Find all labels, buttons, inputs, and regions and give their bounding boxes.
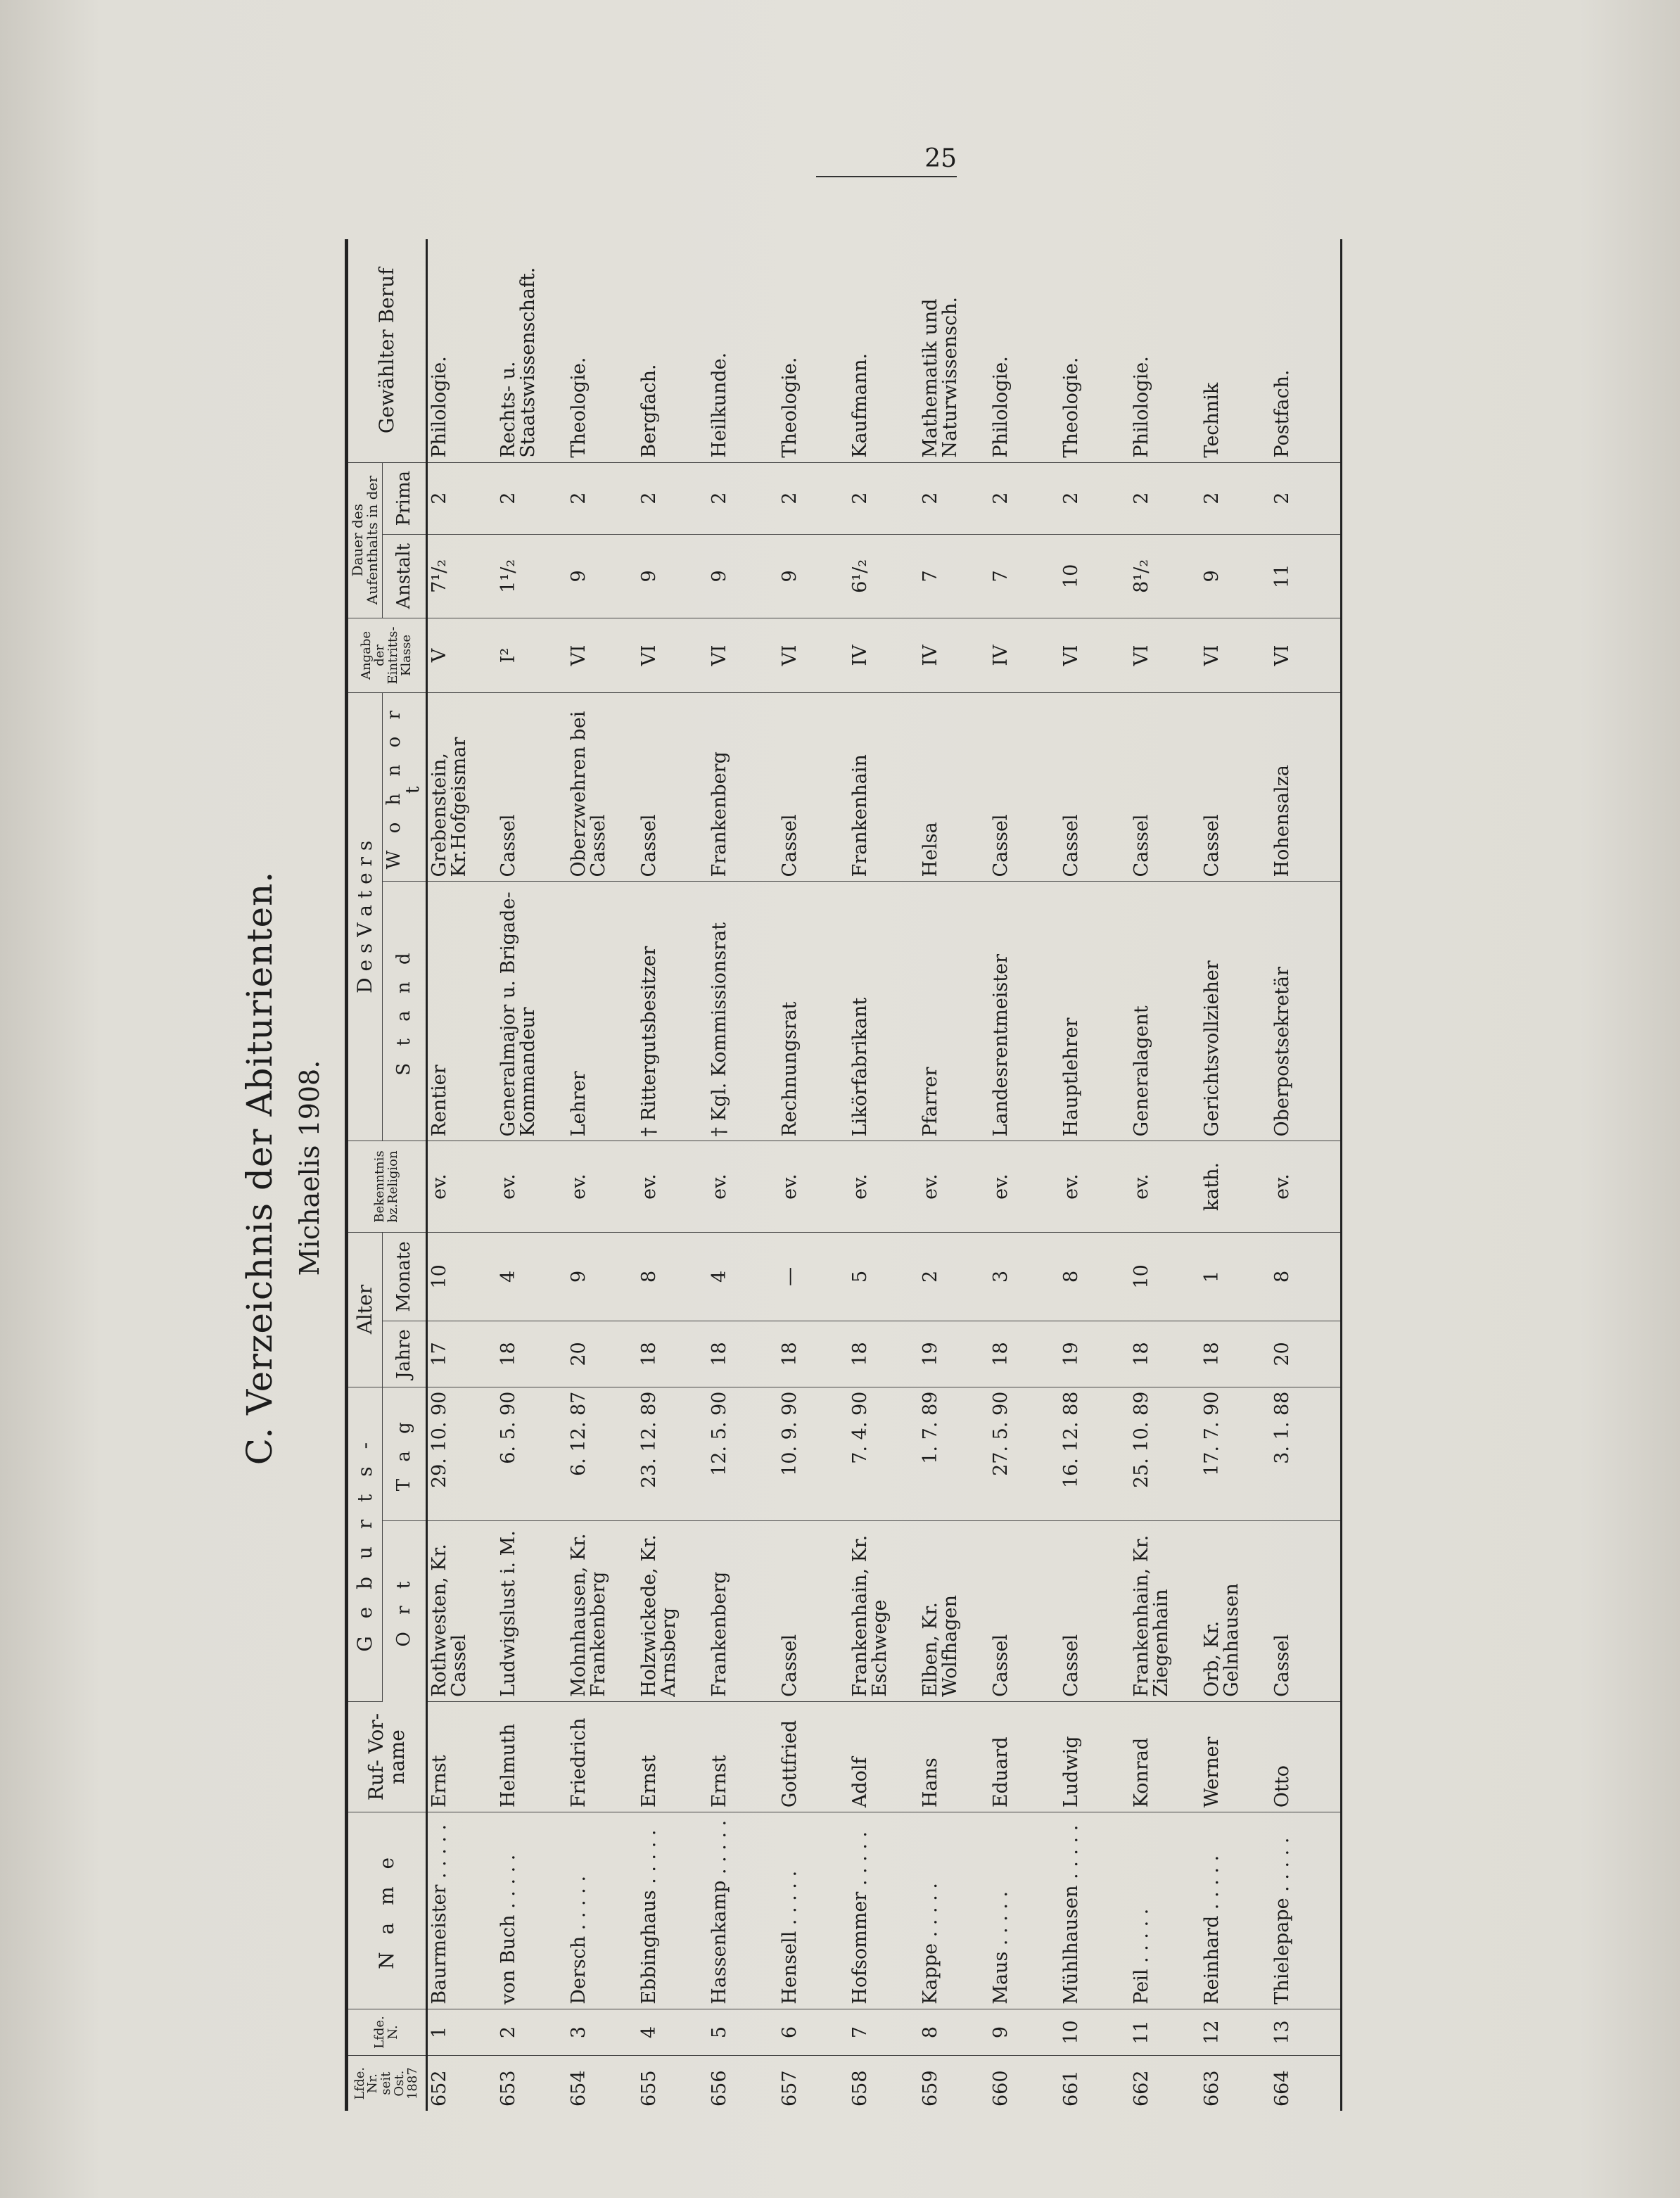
header-tag: T a g bbox=[383, 1387, 427, 1520]
cell-prima: 2 bbox=[848, 462, 919, 534]
cell-name: Maus . . . bbox=[989, 1812, 1059, 2009]
cell-ort: Holzwickede, Kr. Arnsberg bbox=[637, 1520, 708, 1701]
cell-monate: 10 bbox=[426, 1232, 497, 1321]
cell-name: Reinhard . . . bbox=[1200, 1812, 1271, 2009]
cell-jahre: 19 bbox=[1059, 1321, 1130, 1387]
cell-prima: 2 bbox=[426, 462, 497, 534]
cell-n: 8 bbox=[919, 2009, 989, 2056]
cell-lfd: 664 bbox=[1271, 2056, 1341, 2111]
header-bekenntnis: Bekenntnis bz.Religion bbox=[347, 1141, 427, 1232]
cell-wohnort: Grebenstein, Kr.Hofgeismar bbox=[426, 693, 497, 882]
cell-klasse: IV bbox=[989, 618, 1059, 692]
cell-jahre: 18 bbox=[778, 1321, 848, 1387]
cell-prima: 2 bbox=[1059, 462, 1130, 534]
cell-n: 2 bbox=[497, 2009, 567, 2056]
cell-tag: 6. 12. 87 bbox=[567, 1387, 637, 1520]
cell-tag: 17. 7. 90 bbox=[1200, 1387, 1271, 1520]
header-geburt: G e b u r t s - bbox=[347, 1387, 383, 1701]
cell-name: von Buch . . . bbox=[497, 1812, 567, 2009]
header-prima: Prima bbox=[383, 462, 427, 534]
cell-anstalt: 7 bbox=[919, 534, 989, 618]
cell-tag: 1. 7. 89 bbox=[919, 1387, 989, 1520]
cell-n: 10 bbox=[1059, 2009, 1130, 2056]
cell-wohnort: Oberzwehren bei Cassel bbox=[567, 693, 637, 882]
cell-rufname: Friedrich bbox=[567, 1701, 637, 1812]
table-row bbox=[919, 239, 989, 2111]
cell-rufname: Konrad bbox=[1130, 1701, 1200, 1812]
rotated-content bbox=[239, 225, 1449, 2111]
cell-beruf: Kaufmann. bbox=[848, 239, 919, 462]
cell-klasse: VI bbox=[567, 618, 637, 692]
cell-bekenntnis: ev. bbox=[1130, 1141, 1200, 1232]
cell-prima: 2 bbox=[778, 462, 848, 534]
cell-jahre: 18 bbox=[708, 1321, 778, 1387]
cell-klasse: VI bbox=[1271, 618, 1341, 692]
cell-n: 6 bbox=[778, 2009, 848, 2056]
cell-anstalt: 7 bbox=[989, 534, 1059, 618]
cell-wohnort: Cassel bbox=[1130, 693, 1200, 882]
cell-lfd: 652 bbox=[428, 2070, 450, 2107]
cell-stand: † Kgl. Kommissionsrat bbox=[708, 882, 778, 1141]
cell-prima: 2 bbox=[919, 462, 989, 534]
cell-ort: Cassel bbox=[1271, 1520, 1341, 1701]
cell-rufname: Eduard bbox=[989, 1701, 1059, 1812]
cell-lfd: 656 bbox=[708, 2070, 731, 2107]
cell-bekenntnis: kath. bbox=[1200, 1141, 1271, 1232]
cell-name: Baurmeister . . . bbox=[426, 1812, 497, 2009]
cell-prima: 2 bbox=[1130, 462, 1200, 534]
cell-jahre: 18 bbox=[989, 1321, 1059, 1387]
cell-klasse: IV bbox=[919, 618, 989, 692]
cell-ort: Frankenhain, Kr. Ziegenhain bbox=[1130, 1520, 1200, 1701]
cell-anstalt: 11 bbox=[1271, 534, 1341, 618]
cell-jahre: 18 bbox=[497, 1321, 567, 1387]
cell-lfd: 653 bbox=[497, 2070, 520, 2107]
header-monate: Monate bbox=[383, 1232, 427, 1321]
header-rufname: Ruf- Vor- name bbox=[347, 1701, 427, 1812]
cell-anstalt: 8¹/₂ bbox=[1130, 534, 1200, 618]
table-header bbox=[347, 239, 427, 2111]
table-row bbox=[1130, 239, 1200, 2111]
cell-klasse: VI bbox=[1200, 618, 1271, 692]
header-lfd-seit: Lfde. Nr. seit Ost. 1887 bbox=[347, 2056, 427, 2111]
cell-jahre: 18 bbox=[637, 1321, 708, 1387]
cell-stand: Lehrer bbox=[567, 882, 637, 1141]
cell-bekenntnis: ev. bbox=[848, 1141, 919, 1232]
cell-lfd: 657 bbox=[779, 2070, 801, 2107]
cell-beruf: Theologie. bbox=[567, 239, 637, 462]
cell-klasse: V bbox=[426, 618, 497, 692]
cell-prima: 2 bbox=[637, 462, 708, 534]
cell-klasse: IV bbox=[848, 618, 919, 692]
cell-wohnort: Cassel bbox=[497, 693, 567, 882]
cell-bekenntnis: ev. bbox=[778, 1141, 848, 1232]
cell-ort: Ludwigslust i. M. bbox=[497, 1520, 567, 1701]
cell-bekenntnis: ev. bbox=[1059, 1141, 1130, 1232]
cell-n: 11 bbox=[1130, 2009, 1200, 2056]
table-row bbox=[708, 239, 778, 2111]
cell-wohnort: Cassel bbox=[1200, 693, 1271, 882]
cell-ort: Cassel bbox=[1059, 1520, 1130, 1701]
cell-name: Hassenkamp . . . bbox=[708, 1812, 778, 2009]
cell-ort: Frankenberg bbox=[708, 1520, 778, 1701]
cell-rufname: Ernst bbox=[708, 1701, 778, 1812]
cell-prima: 2 bbox=[567, 462, 637, 534]
header-anstalt: Anstalt bbox=[383, 534, 427, 618]
cell-beruf: Philologie. bbox=[1130, 239, 1200, 462]
cell-wohnort: Cassel bbox=[637, 693, 708, 882]
cell-stand: Generalagent bbox=[1130, 882, 1200, 1141]
cell-jahre: 18 bbox=[848, 1321, 919, 1387]
table-row bbox=[778, 239, 848, 2111]
cell-n: 4 bbox=[637, 2009, 708, 2056]
cell-stand: Hauptlehrer bbox=[1059, 882, 1130, 1141]
cell-rufname: Ernst bbox=[426, 1701, 497, 1812]
cell-ort: Orb, Kr. Gelnhausen bbox=[1200, 1520, 1271, 1701]
cell-n: 3 bbox=[567, 2009, 637, 2056]
cell-rufname: Otto bbox=[1271, 1701, 1341, 1812]
cell-jahre: 20 bbox=[567, 1321, 637, 1387]
cell-lfd: 662 bbox=[1131, 2070, 1153, 2107]
cell-prima: 2 bbox=[708, 462, 778, 534]
cell-name: Kappe . . . bbox=[919, 1812, 989, 2009]
cell-jahre: 19 bbox=[919, 1321, 989, 1387]
cell-monate: 8 bbox=[1059, 1232, 1130, 1321]
cell-lfd: 661 bbox=[1060, 2070, 1083, 2107]
cell-rufname: Ernst bbox=[637, 1701, 708, 1812]
cell-ort: Cassel bbox=[989, 1520, 1059, 1701]
page-title: C. Verzeichnis der Abiturienten. bbox=[239, 870, 280, 1466]
cell-beruf: Rechts- u. Staatswissenschaft. bbox=[497, 239, 567, 462]
header-beruf: Gewählter Beruf bbox=[347, 239, 427, 462]
cell-klasse: VI bbox=[1059, 618, 1130, 692]
cell-name: Hensell . . . bbox=[778, 1812, 848, 2009]
cell-beruf: Postfach. bbox=[1271, 239, 1341, 462]
cell-monate: 8 bbox=[637, 1232, 708, 1321]
cell-anstalt: 9 bbox=[567, 534, 637, 618]
cell-rufname: Werner bbox=[1200, 1701, 1271, 1812]
cell-n: 5 bbox=[708, 2009, 778, 2056]
cell-wohnort: Cassel bbox=[778, 693, 848, 882]
table-row bbox=[848, 239, 919, 2111]
table-row bbox=[1059, 239, 1130, 2111]
cell-prima: 2 bbox=[989, 462, 1059, 534]
cell-tag: 29. 10. 90 bbox=[426, 1387, 497, 1520]
header-vater: D e s V a t e r s bbox=[347, 693, 383, 1141]
cell-beruf: Bergfach. bbox=[637, 239, 708, 462]
header-stand: S t a n d bbox=[383, 882, 427, 1141]
page-subtitle: Michaelis 1908. bbox=[294, 1060, 325, 1276]
cell-monate: 4 bbox=[708, 1232, 778, 1321]
cell-rufname: Helmuth bbox=[497, 1701, 567, 1812]
cell-beruf: Technik bbox=[1200, 239, 1271, 462]
cell-klasse: VI bbox=[637, 618, 708, 692]
cell-tag: 7. 4. 90 bbox=[848, 1387, 919, 1520]
table-row bbox=[989, 239, 1059, 2111]
cell-stand: Rentier bbox=[426, 882, 497, 1141]
cell-tag: 10. 9. 90 bbox=[778, 1387, 848, 1520]
table-row bbox=[426, 239, 497, 2111]
cell-tag: 16. 12. 88 bbox=[1059, 1387, 1130, 1520]
cell-ort: Cassel bbox=[778, 1520, 848, 1701]
cell-anstalt: 7¹/₂ bbox=[426, 534, 497, 618]
cell-anstalt: 1¹/₂ bbox=[497, 534, 567, 618]
cell-name: Dersch . . . bbox=[567, 1812, 637, 2009]
cell-rufname: Hans bbox=[919, 1701, 989, 1812]
cell-anstalt: 9 bbox=[1200, 534, 1271, 618]
cell-anstalt: 9 bbox=[637, 534, 708, 618]
cell-anstalt: 9 bbox=[708, 534, 778, 618]
cell-jahre: 18 bbox=[1130, 1321, 1200, 1387]
header-alter: Alter bbox=[347, 1232, 383, 1387]
header-jahre: Jahre bbox=[383, 1321, 427, 1387]
cell-beruf: Philologie. bbox=[426, 239, 497, 462]
cell-bekenntnis: ev. bbox=[919, 1141, 989, 1232]
cell-monate: — bbox=[778, 1232, 848, 1321]
cell-beruf: Heilkunde. bbox=[708, 239, 778, 462]
cell-stand: Pfarrer bbox=[919, 882, 989, 1141]
header-eintritt: Angabe der Eintritts-Klasse bbox=[347, 618, 427, 692]
cell-prima: 2 bbox=[1200, 462, 1271, 534]
cell-n: 13 bbox=[1271, 2009, 1341, 2056]
cell-name: Mühlhausen . . . bbox=[1059, 1812, 1130, 2009]
header-ort: O r t bbox=[393, 1575, 414, 1647]
cell-klasse: VI bbox=[778, 618, 848, 692]
cell-lfd: 654 bbox=[568, 2070, 590, 2107]
cell-bekenntnis: ev. bbox=[497, 1141, 567, 1232]
cell-beruf: Mathematik und Naturwissensch. bbox=[919, 239, 989, 462]
cell-n: 9 bbox=[989, 2009, 1059, 2056]
cell-stand: Generalmajor u. Brigade-Kommandeur bbox=[497, 882, 567, 1141]
cell-n: 7 bbox=[848, 2009, 919, 2056]
cell-jahre: 20 bbox=[1271, 1321, 1341, 1387]
cell-ort: Frankenhain, Kr. Eschwege bbox=[848, 1520, 919, 1701]
cell-name: Hofsommer . . . bbox=[848, 1812, 919, 2009]
cell-stand: Likörfabrikant bbox=[848, 882, 919, 1141]
cell-name: Peil . . . bbox=[1130, 1812, 1200, 2009]
cell-rufname: Ludwig bbox=[1059, 1701, 1130, 1812]
cell-tag: 27. 5. 90 bbox=[989, 1387, 1059, 1520]
cell-lfd: 663 bbox=[1201, 2070, 1223, 2107]
cell-bekenntnis: ev. bbox=[708, 1141, 778, 1232]
cell-monate: 8 bbox=[1271, 1232, 1341, 1321]
cell-tag: 23. 12. 89 bbox=[637, 1387, 708, 1520]
cell-beruf: Theologie. bbox=[1059, 239, 1130, 462]
cell-tag: 25. 10. 89 bbox=[1130, 1387, 1200, 1520]
cell-ort: Rothwesten, Kr. Cassel bbox=[426, 1520, 497, 1701]
table-row bbox=[567, 239, 637, 2111]
header-lfd-n: Lfde. N. bbox=[347, 2009, 427, 2056]
cell-wohnort: Cassel bbox=[1059, 693, 1130, 882]
cell-anstalt: 9 bbox=[778, 534, 848, 618]
cell-bekenntnis: ev. bbox=[637, 1141, 708, 1232]
table-row bbox=[1271, 239, 1341, 2111]
cell-wohnort: Hohensalza bbox=[1271, 693, 1341, 882]
cell-klasse: VI bbox=[1130, 618, 1200, 692]
cell-ort: Mohnhausen, Kr. Frankenberg bbox=[567, 1520, 637, 1701]
cell-prima: 2 bbox=[497, 462, 567, 534]
cell-lfd: 655 bbox=[638, 2070, 661, 2107]
cell-anstalt: 6¹/₂ bbox=[848, 534, 919, 618]
cell-ort: Elben, Kr. Wolfhagen bbox=[919, 1520, 989, 1701]
cell-monate: 2 bbox=[919, 1232, 989, 1321]
cell-n: 12 bbox=[1200, 2009, 1271, 2056]
abiturienten-table bbox=[345, 239, 1342, 2111]
cell-beruf: Philologie. bbox=[989, 239, 1059, 462]
header-dauer: Dauer des Aufenthalts in der bbox=[347, 462, 383, 618]
cell-lfd: 660 bbox=[990, 2070, 1012, 2107]
cell-n: 1 bbox=[426, 2009, 497, 2056]
cell-stand: Rechnungsrat bbox=[778, 882, 848, 1141]
table-row bbox=[497, 239, 567, 2111]
cell-stand: Oberpostsekretär bbox=[1271, 882, 1341, 1141]
cell-monate: 5 bbox=[848, 1232, 919, 1321]
cell-anstalt: 10 bbox=[1059, 534, 1130, 618]
cell-monate: 4 bbox=[497, 1232, 567, 1321]
cell-prima: 2 bbox=[1271, 462, 1341, 534]
table-row bbox=[637, 239, 708, 2111]
cell-monate: 10 bbox=[1130, 1232, 1200, 1321]
cell-stand: † Rittergutsbesitzer bbox=[637, 882, 708, 1141]
cell-wohnort: Frankenhain bbox=[848, 693, 919, 882]
cell-name: Thielepape . . . bbox=[1271, 1812, 1341, 2009]
cell-bekenntnis: ev. bbox=[989, 1141, 1059, 1232]
table-body bbox=[426, 239, 1341, 2111]
table-row bbox=[1200, 239, 1271, 2111]
header-name: N a m e bbox=[347, 1812, 427, 2009]
cell-monate: 1 bbox=[1200, 1232, 1271, 1321]
cell-tag: 12. 5. 90 bbox=[708, 1387, 778, 1520]
cell-beruf: Theologie. bbox=[778, 239, 848, 462]
cell-stand: Landesrentmeister bbox=[989, 882, 1059, 1141]
cell-lfd: 659 bbox=[919, 2070, 942, 2107]
cell-wohnort: Frankenberg bbox=[708, 693, 778, 882]
cell-bekenntnis: ev. bbox=[426, 1141, 497, 1232]
cell-klasse: VI bbox=[708, 618, 778, 692]
cell-monate: 3 bbox=[989, 1232, 1059, 1321]
cell-tag: 6. 5. 90 bbox=[497, 1387, 567, 1520]
cell-monate: 9 bbox=[567, 1232, 637, 1321]
cell-jahre: 17 bbox=[426, 1321, 497, 1387]
cell-rufname: Gottfried bbox=[778, 1701, 848, 1812]
page-number: 25 bbox=[816, 144, 957, 177]
cell-klasse: I² bbox=[497, 618, 567, 692]
cell-name: Ebbinghaus . . . bbox=[637, 1812, 708, 2009]
cell-bekenntnis: ev. bbox=[1271, 1141, 1341, 1232]
cell-bekenntnis: ev. bbox=[567, 1141, 637, 1232]
cell-wohnort: Helsa bbox=[919, 693, 989, 882]
cell-jahre: 18 bbox=[1200, 1321, 1271, 1387]
cell-stand: Gerichtsvollzieher bbox=[1200, 882, 1271, 1141]
cell-wohnort: Cassel bbox=[989, 693, 1059, 882]
cell-tag: 3. 1. 88 bbox=[1271, 1387, 1341, 1520]
cell-rufname: Adolf bbox=[848, 1701, 919, 1812]
cell-lfd: 658 bbox=[849, 2070, 872, 2107]
header-wohnort: W o h n o r t bbox=[383, 693, 427, 882]
